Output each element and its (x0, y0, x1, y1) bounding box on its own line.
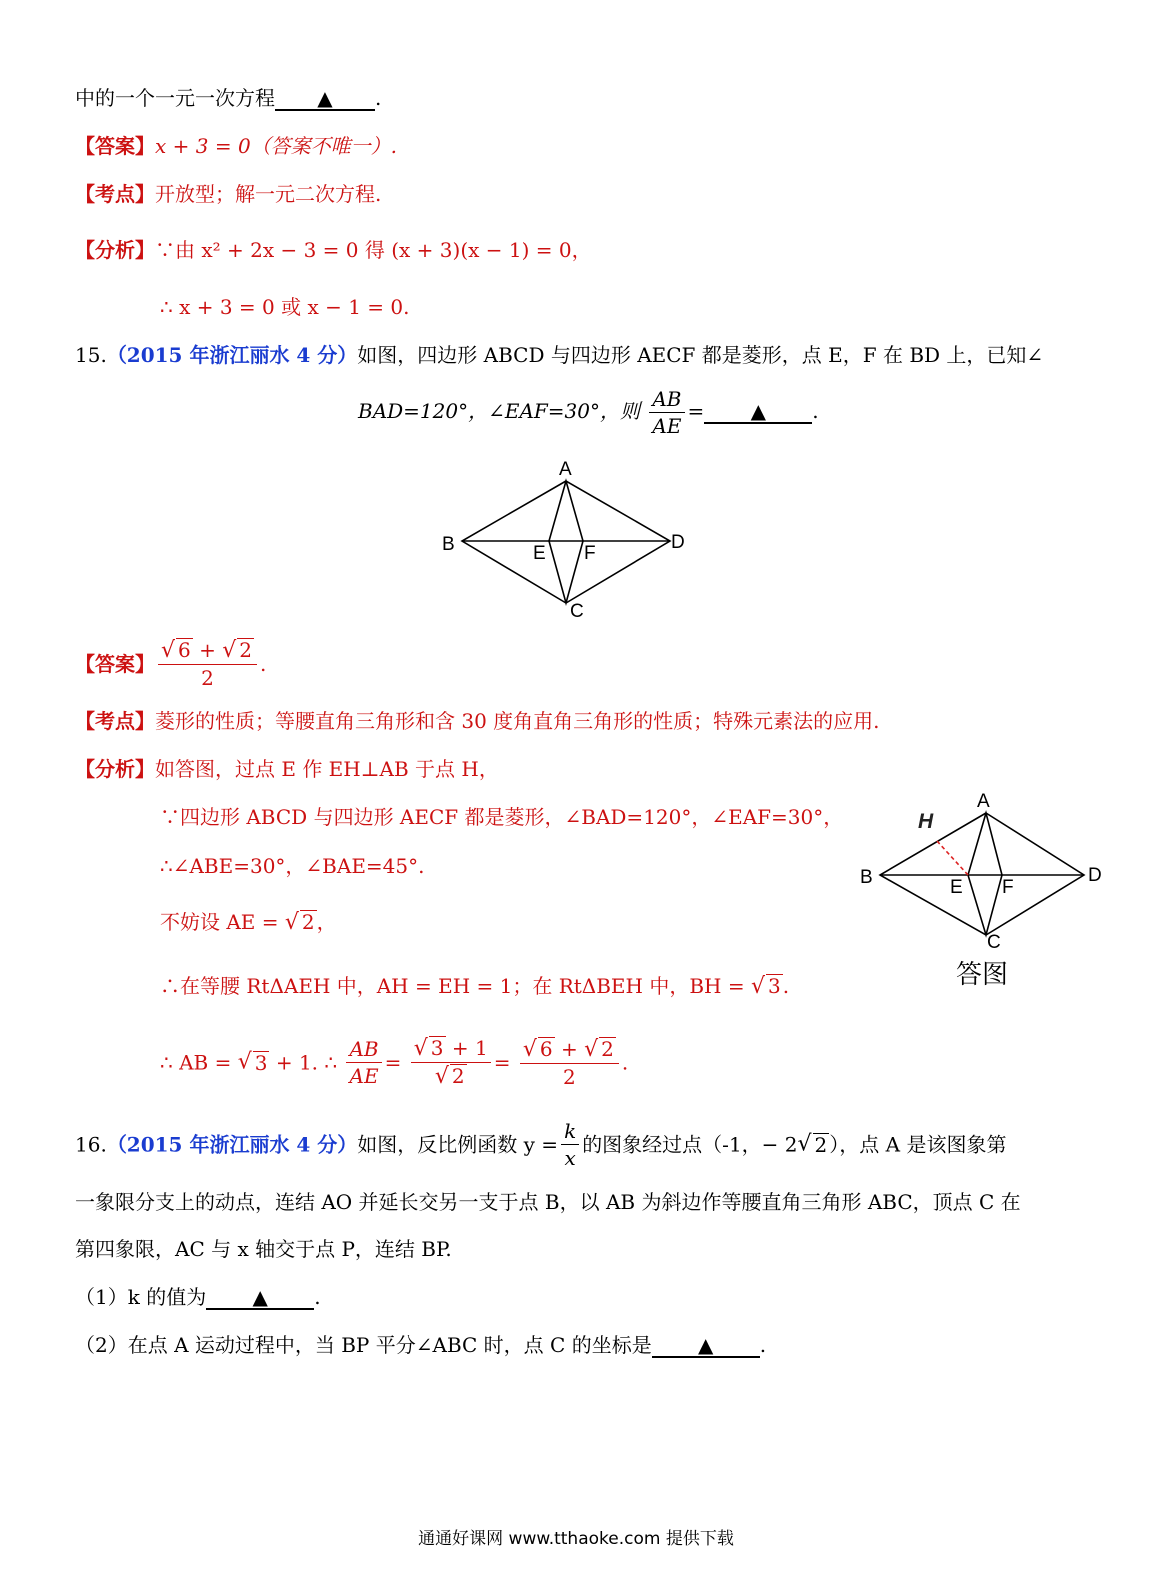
q14-fenxi: 【分析】∵由 x² + 2x − 3 = 0 得 (x + 3)(x − 1) = 0， (75, 238, 592, 262)
label-d: D (1088, 865, 1102, 886)
label-e: E (950, 877, 963, 898)
answer-blank: ▲ (275, 87, 375, 111)
q15-answer: 【答案】 $\frac{√ 6 + √ 2}{2}$ . (75, 638, 267, 690)
label-b: B (442, 534, 455, 555)
label-f: F (584, 543, 596, 564)
label-d: D (671, 532, 685, 553)
rhombus-abcd (880, 813, 1084, 935)
q14-fenxi-line2: ∴ x + 3 = 0 或 x − 1 = 0. (160, 295, 410, 319)
q16-stem-line2: 一象限分支上的动点，连结 AO 并延长交另一支于点 B，以 AB 为斜边作等腰直角三角形 ABC，顶点 C 在 (75, 1190, 1021, 1214)
rhombus-aecf (968, 813, 1002, 935)
q14-answer: 【答案】x + 3 = 0（答案不唯一）. (75, 134, 398, 158)
label-b: B (860, 867, 873, 888)
label-a: A (559, 459, 572, 480)
question-source: （2015 年浙江丽水 4 分） (106, 343, 358, 367)
answer-blank: ▲ (652, 1334, 760, 1358)
q16-part2: （2）在点 A 运动过程中，当 BP 平分∠ABC 时，点 C 的坐标是 ▲ . (75, 1333, 767, 1357)
q16-stem: 16.（2015 年浙江丽水 4 分）如图，反比例函数 y = $\frac{k}{x}$ 的图象经过点（-1，− 2√ 2 ），点 A 是该图象第 (75, 1119, 1007, 1170)
q15-fenxi: 【分析】如答图，过点 E 作 EH⊥AB 于点 H， (75, 757, 499, 781)
q15-stem: 15.（2015 年浙江丽水 4 分）如图，四边形 ABCD 与四边形 AECF 都是菱形，点 E，F 在 BD 上，已知∠ (75, 343, 1044, 367)
page-footer: 通通好课网 www.tthaoke.com 提供下载 (418, 1529, 734, 1549)
label-e: E (533, 543, 546, 564)
figure-caption: 答图 (956, 959, 1009, 989)
label-h: H (918, 810, 934, 833)
label-c: C (570, 601, 584, 622)
q15-fenxi-line6: ∴ AB = √ 3 + 1. ∴ $\frac{AB}{AE}$ = $\frac{√ 3 + 1}{√ 2}$ = $\frac{√ 6 + √ 2}{2}$ . (160, 1036, 629, 1089)
q15-fenxi-line2: ∵四边形 ABCD 与四边形 AECF 都是菱形，∠BAD=120°，∠EAF=30°， (160, 805, 844, 829)
answer-blank: ▲ (704, 400, 812, 424)
label-f: F (1002, 877, 1014, 898)
answer-blank: ▲ (206, 1286, 314, 1310)
q15-stem-line2: BAD=120°，∠EAF=30°，则 $\frac{AB}{AE}$ = ▲ . (358, 387, 819, 438)
q14-kaodian: 【考点】开放型；解一元二次方程. (75, 182, 382, 206)
q15-kaodian: 【考点】菱形的性质；等腰直角三角形和含 30 度角直角三角形的性质；特殊元素法的应用. (75, 709, 880, 733)
q16-stem-line3: 第四象限，AC 与 x 轴交于点 P，连结 BP. (75, 1237, 452, 1261)
q15-fenxi-line4: 不妨设 AE = √ 2 ， (160, 910, 337, 935)
label-c: C (987, 932, 1001, 953)
perpendicular-eh (937, 841, 968, 875)
label-a: A (977, 791, 990, 812)
continuation-line: 中的一个一元一次方程 ▲ . (75, 86, 382, 110)
fraction-ab-ae: $\frac{AB}{AE}$ (649, 386, 684, 439)
rhombus-figure (430, 455, 700, 625)
q15-fenxi-line3: ∴∠ABE=30°，∠BAE=45°. (160, 854, 425, 878)
answer-fraction: $\frac{√ 6 + √ 2}{2}$ (158, 637, 257, 691)
question-source: （2015 年浙江丽水 4 分） (106, 1132, 358, 1157)
rhombus-abcd (462, 481, 670, 603)
stem-text: 中的一个一元一次方程 (75, 86, 275, 110)
q16-part1: （1）k 的值为 ▲ . (75, 1285, 321, 1309)
q15-fenxi-line5: ∴在等腰 RtΔAEH 中，AH = EH = 1；在 RtΔBEH 中，BH = √ 3 . (160, 974, 790, 999)
answer-figure (850, 785, 1120, 1000)
rhombus-aecf (549, 481, 583, 603)
